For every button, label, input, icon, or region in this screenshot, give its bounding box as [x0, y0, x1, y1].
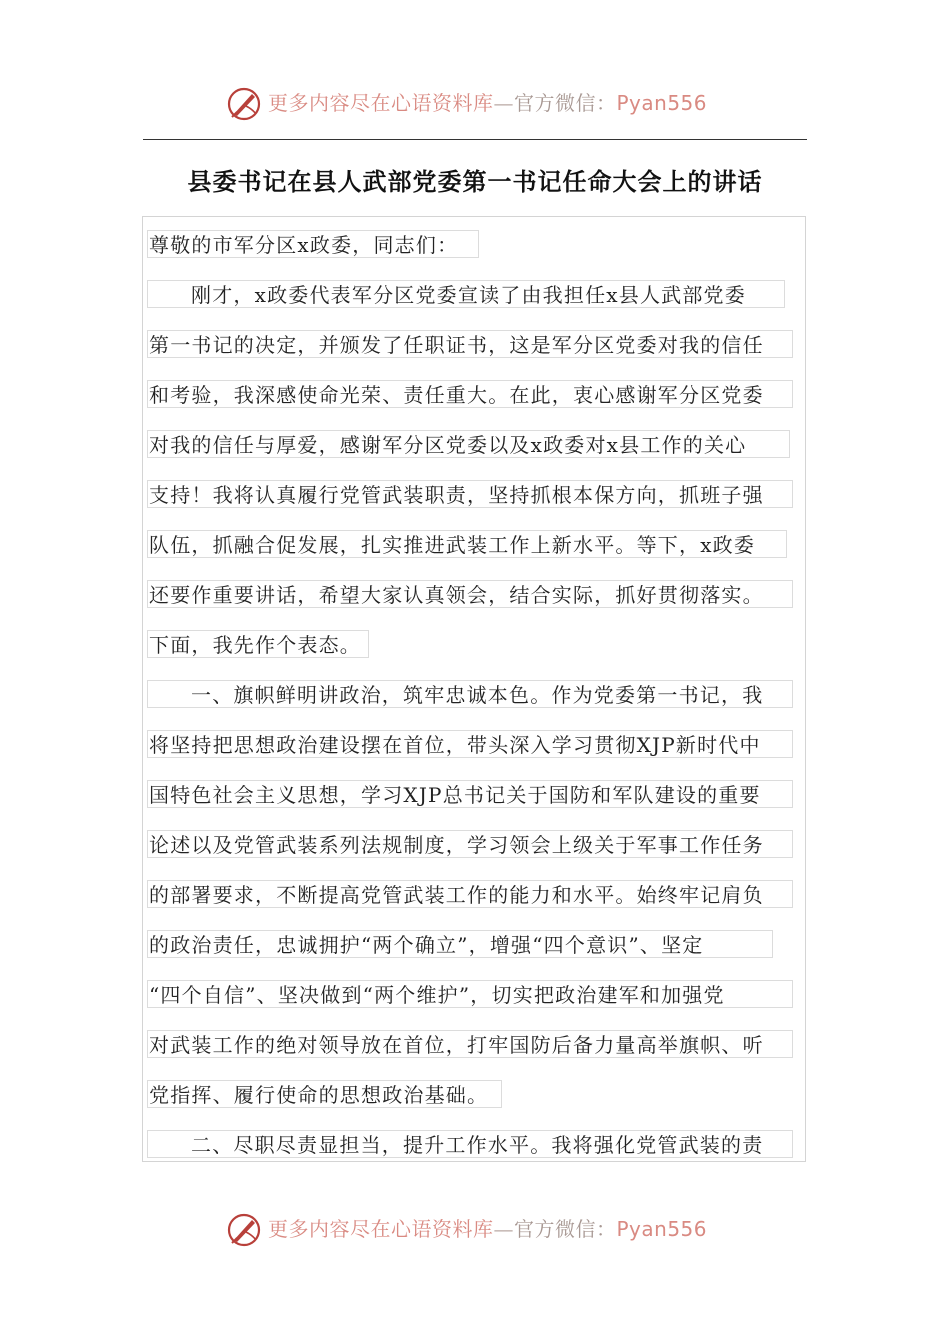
text-line: 党指挥、履行使命的思想政治基础。 [147, 1080, 502, 1108]
header-banner [0, 82, 950, 126]
banner-wechat-label: 官方微信： [514, 91, 617, 115]
banner-dash: — [493, 1217, 514, 1241]
text-line: 国特色社会主义思想，学习XJP总书记关于国防和军队建设的重要 [147, 780, 793, 808]
banner-wechat-id: Pyan556 [616, 91, 708, 115]
banner-wechat-label: 官方微信： [514, 1217, 617, 1241]
text-line: 二、尽职尽责显担当，提升工作水平。我将强化党管武装的责 [147, 1130, 793, 1158]
text-line: 将坚持把思想政治建设摆在首位，带头深入学习贯彻XJP新时代中 [147, 730, 793, 758]
text-line: 第一书记的决定，并颁发了任职证书，这是军分区党委对我的信任 [147, 330, 793, 358]
header-divider [143, 139, 807, 140]
text-line: 对武装工作的绝对领导放在首位，打牢国防后备力量高举旗帜、听 [147, 1030, 793, 1058]
quill-pen-logo-icon [226, 1212, 262, 1248]
text-line: 对我的信任与厚爱，感谢军分区党委以及x政委对x县工作的关心 [147, 430, 790, 458]
text-line: 还要作重要讲话，希望大家认真领会，结合实际，抓好贯彻落实。 [147, 580, 793, 608]
quill-pen-logo-icon [226, 86, 262, 122]
banner-wechat-id: Pyan556 [616, 1217, 708, 1241]
banner-dash: — [493, 91, 514, 115]
text-line: 刚才，x政委代表军分区党委宣读了由我担任x县人武部党委 [147, 280, 785, 308]
text-line: 队伍，抓融合促发展，扎实推进武装工作上新水平。等下，x政委 [147, 530, 787, 558]
footer-banner [0, 1208, 950, 1252]
text-line: 的部署要求，不断提高党管武装工作的能力和水平。始终牢记肩负 [147, 880, 793, 908]
text-line: 支持！我将认真履行党管武装职责，坚持抓根本保方向，抓班子强 [147, 480, 793, 508]
text-line: 下面，我先作个表态。 [147, 630, 369, 658]
text-line: “四个自信”、坚决做到“两个维护”，切实把政治建军和加强党 [147, 980, 793, 1008]
banner-site-text: 更多内容尽在心语资料库 [268, 91, 494, 115]
text-line: 论述以及党管武装系列法规制度，学习领会上级关于军事工作任务 [147, 830, 793, 858]
banner-site-text: 更多内容尽在心语资料库 [268, 1217, 494, 1241]
text-line: 的政治责任，忠诚拥护“两个确立”，增强“四个意识”、坚定 [147, 930, 773, 958]
document-title: 县委书记在县人武部党委第一书记任命大会上的讲话 [187, 167, 763, 196]
text-line: 和考验，我深感使命光荣、责任重大。在此，衷心感谢军分区党委 [147, 380, 793, 408]
banner-text [268, 1216, 707, 1242]
text-line: 尊敬的市军分区x政委，同志们： [147, 230, 479, 258]
text-line: 一、旗帜鲜明讲政治，筑牢忠诚本色。作为党委第一书记，我 [147, 680, 793, 708]
banner-text [268, 90, 707, 116]
